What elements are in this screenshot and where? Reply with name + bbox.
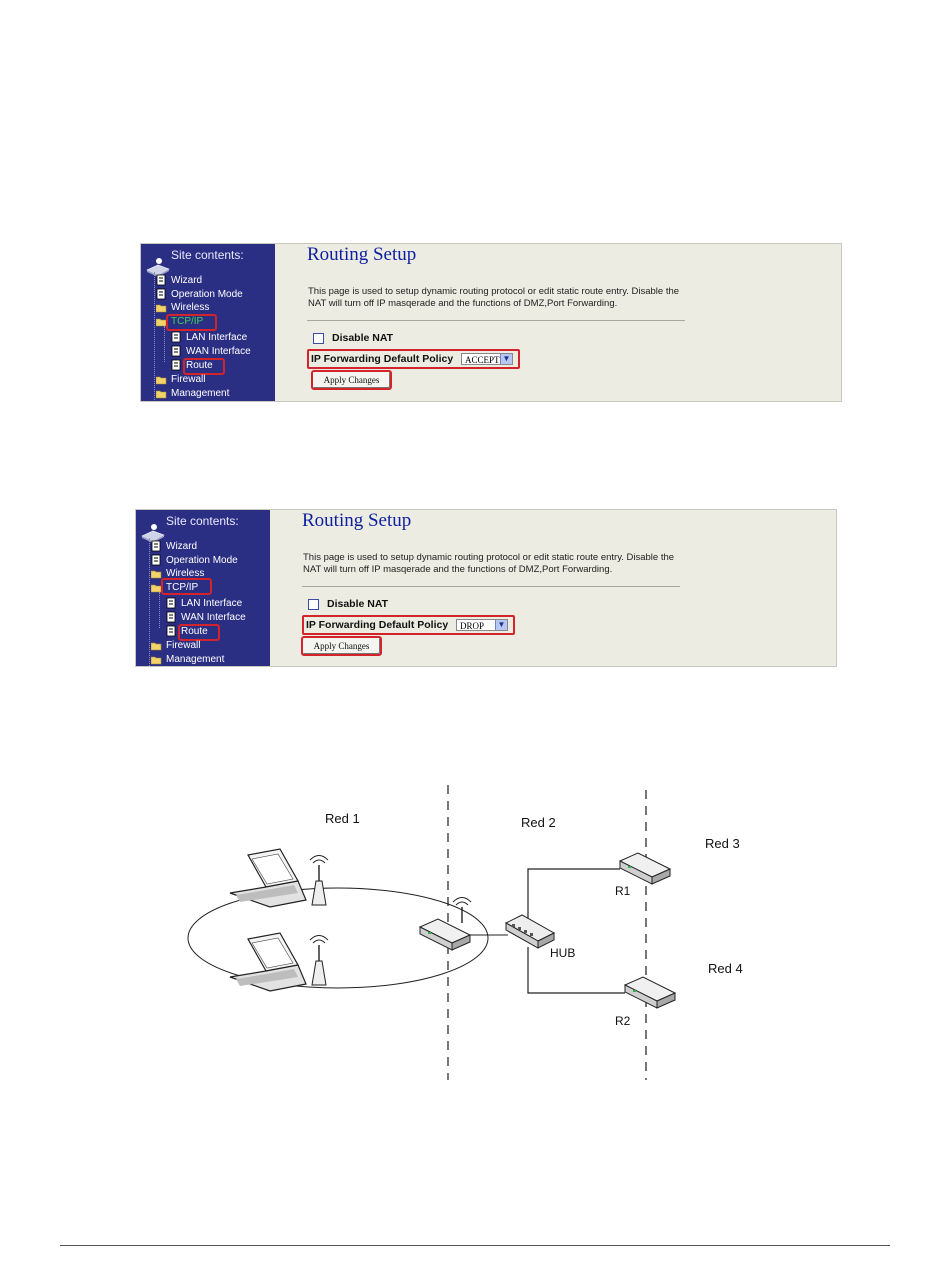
tcpip-highlight bbox=[161, 578, 212, 595]
sidebar-item-tcpip[interactable]: TCP/IP bbox=[151, 582, 198, 593]
folder-icon bbox=[151, 641, 162, 651]
disable-nat-row bbox=[308, 598, 388, 610]
sidebar-item-wizard[interactable]: Wizard bbox=[156, 274, 202, 286]
folder-icon bbox=[151, 655, 162, 665]
page-icon bbox=[171, 331, 182, 343]
label-r2: R2 bbox=[615, 1014, 631, 1028]
sidebar-item-firewall[interactable]: Firewall bbox=[151, 640, 200, 651]
policy-select-value: DROP bbox=[460, 621, 485, 631]
divider bbox=[307, 320, 685, 321]
page-description: This page is used to setup dynamic routing protocol or edit static route entry. Disable the NAT will turn off IP masqerade and the functions of DMZ,Port Forwarding. bbox=[303, 552, 675, 575]
page-title: Routing Setup bbox=[302, 510, 412, 531]
laptop-1-icon bbox=[230, 849, 306, 907]
label-red-4: Red 4 bbox=[708, 961, 743, 976]
disable-nat-label: Disable NAT bbox=[332, 332, 394, 344]
site-contents-title: Site contents: bbox=[171, 248, 244, 262]
chevron-down-icon[interactable]: ▼ bbox=[495, 620, 507, 630]
folder-icon bbox=[151, 569, 162, 579]
page-icon bbox=[171, 345, 182, 357]
site-contents-title: Site contents: bbox=[166, 514, 239, 528]
wireless-router-icon bbox=[420, 898, 471, 951]
page-icon bbox=[156, 274, 167, 286]
sidebar-item-wireless[interactable]: Wireless bbox=[151, 568, 204, 579]
ip-forwarding-policy-row bbox=[302, 615, 515, 635]
disable-nat-label: Disable NAT bbox=[327, 598, 389, 610]
sidebar-item-tcpip[interactable]: TCP/IP bbox=[156, 316, 203, 327]
page-icon bbox=[166, 597, 177, 609]
chevron-down-icon[interactable]: ▼ bbox=[500, 354, 512, 364]
disable-nat-row bbox=[313, 332, 393, 344]
disable-nat-checkbox[interactable] bbox=[313, 333, 324, 344]
label-red-1: Red 1 bbox=[325, 811, 360, 826]
page-icon bbox=[151, 540, 162, 552]
folder-icon bbox=[156, 303, 167, 313]
ip-forwarding-policy-row bbox=[307, 349, 520, 369]
sidebar-item-wizard[interactable]: Wizard bbox=[151, 540, 197, 552]
routing-setup-panel bbox=[270, 510, 836, 666]
page-icon bbox=[166, 611, 177, 623]
sidebar-item-firewall[interactable]: Firewall bbox=[156, 374, 205, 385]
route-highlight bbox=[178, 624, 220, 641]
disable-nat-checkbox[interactable] bbox=[308, 599, 319, 610]
sidebar-item-wireless[interactable]: Wireless bbox=[156, 302, 209, 313]
site-contents-sidebar bbox=[136, 510, 270, 666]
site-contents-sidebar bbox=[141, 244, 275, 401]
apply-changes-button[interactable]: Apply Changes bbox=[301, 636, 382, 656]
laptop-2-icon bbox=[230, 933, 306, 991]
sidebar-item-operation-mode[interactable]: Operation Mode bbox=[156, 288, 243, 300]
label-r1: R1 bbox=[615, 884, 631, 898]
route-highlight bbox=[183, 358, 225, 375]
tcpip-highlight bbox=[166, 314, 217, 331]
page-icon bbox=[156, 288, 167, 300]
apply-changes-button[interactable]: Apply Changes bbox=[311, 370, 392, 390]
network-topology-diagram bbox=[170, 785, 810, 1085]
ip-forwarding-policy-select[interactable] bbox=[461, 353, 513, 365]
label-hub: HUB bbox=[550, 946, 576, 960]
folder-icon bbox=[156, 375, 167, 385]
label-red-3: Red 3 bbox=[705, 836, 740, 851]
sidebar-item-lan-interface[interactable]: LAN Interface bbox=[171, 331, 247, 343]
sidebar-item-route[interactable]: Route bbox=[171, 359, 213, 371]
folder-icon bbox=[156, 389, 167, 399]
sidebar-item-management[interactable]: Management bbox=[156, 388, 229, 399]
routing-setup-panel bbox=[275, 244, 841, 401]
hub-icon bbox=[506, 915, 554, 948]
sidebar-item-lan-interface[interactable]: LAN Interface bbox=[166, 597, 242, 609]
page-icon bbox=[151, 554, 162, 566]
page-icon bbox=[166, 625, 177, 637]
sidebar-item-wan-interface[interactable]: WAN Interface bbox=[166, 611, 246, 623]
hub-to-r2-link bbox=[528, 947, 625, 993]
page-icon bbox=[171, 359, 182, 371]
hub-to-r1-link bbox=[528, 869, 620, 925]
page-description: This page is used to setup dynamic routing protocol or edit static route entry. Disable the NAT will turn off IP masqerade and the functions of DMZ,Port Forwarding. bbox=[308, 286, 680, 309]
footer-rule bbox=[60, 1245, 890, 1246]
label-red-2: Red 2 bbox=[521, 815, 556, 830]
sidebar-item-operation-mode[interactable]: Operation Mode bbox=[151, 554, 238, 566]
policy-select-value: ACCEPT bbox=[465, 355, 500, 365]
access-point-1-icon bbox=[310, 856, 328, 906]
page-title: Routing Setup bbox=[307, 244, 417, 265]
access-point-2-icon bbox=[310, 936, 328, 986]
sidebar-item-wan-interface[interactable]: WAN Interface bbox=[171, 345, 251, 357]
routing-setup-screenshot-drop bbox=[135, 509, 837, 667]
ip-forwarding-policy-label: IP Forwarding Default Policy bbox=[306, 619, 449, 631]
ip-forwarding-policy-label: IP Forwarding Default Policy bbox=[311, 353, 454, 365]
routing-setup-screenshot-accept bbox=[140, 243, 842, 402]
router-r1-icon bbox=[620, 853, 670, 884]
divider bbox=[302, 586, 680, 587]
sidebar-item-management[interactable]: Management bbox=[151, 654, 224, 665]
router-r2-icon bbox=[625, 977, 675, 1008]
ip-forwarding-policy-select[interactable] bbox=[456, 619, 508, 631]
sidebar-item-route[interactable]: Route bbox=[166, 625, 208, 637]
